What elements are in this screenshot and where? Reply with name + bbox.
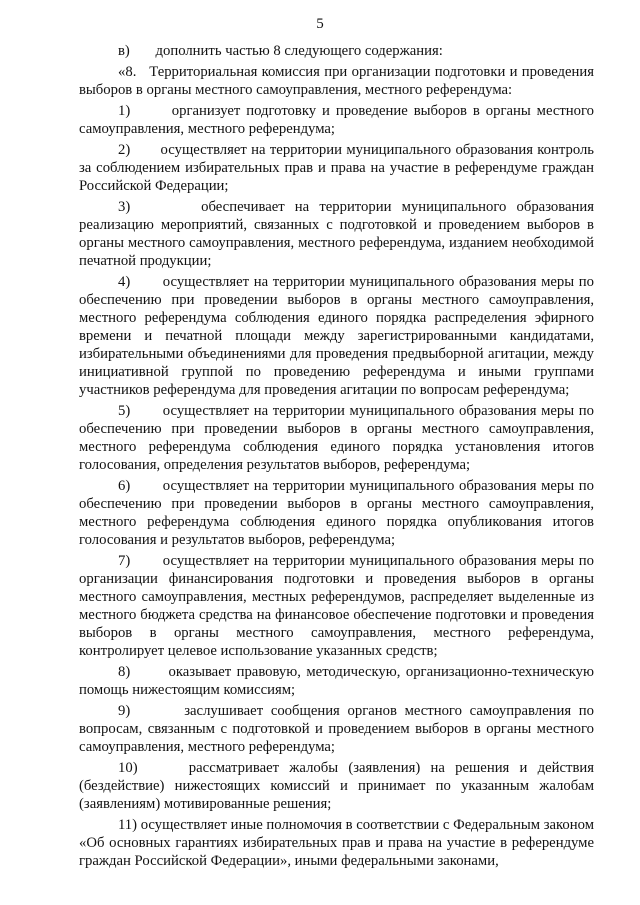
paragraph: 9) заслушивает сообщения органов местного самоуправления по вопросам, связанным с подготовкой и проведением выборов в органы местного самоуправления, местного референдума; [79, 703, 594, 755]
paragraph: 3) обеспечивает на территории муниципального образования реализацию мероприятий, связанных с подготовкой и проведением выборов в органы местного самоуправления, местного референдума, изданием необходимой печатной продукции; [79, 199, 594, 269]
paragraph: 4) осуществляет на территории муниципального образования меры по обеспечению при проведении выборов в органы местного самоуправления, местного референдума соблюдения единого порядка распределения эфирного времени и печатной площади между зарегистрированными кандидатами, избирательными объединениями для проведения предвыборной агитации, между инициативной группой по проведению референдума и иными группами участников референдума для проведения агитации по вопросам референдума; [79, 274, 594, 398]
paragraph: 8) оказывает правовую, методическую, организационно-техническую помощь нижестоящим комиссиям; [79, 664, 594, 698]
paragraph: 10) рассматривает жалобы (заявления) на решения и действия (бездействие) нижестоящих комиссий и принимает по указанным жалобам (заявлениям) мотивированные решения; [79, 760, 594, 812]
paragraph: 7) осуществляет на территории муниципального образования меры по организации финансирования подготовки и проведения выборов в органы местного самоуправления, местных референдумов, распределяет выделенные из местного бюджета средства на финансовое обеспечение подготовки и проведения выборов в органы местного самоуправления, местного референдума, контролирует целевое использование указанных средств; [79, 553, 594, 659]
paragraph: 6) осуществляет на территории муниципального образования меры по обеспечению при проведении выборов в органы местного самоуправления, местного референдума соблюдения единого порядка опубликования итогов голосования и результатов выборов, референдума; [79, 478, 594, 548]
paragraph: 1) организует подготовку и проведение выборов в органы местного самоуправления, местного референдума; [79, 103, 594, 137]
paragraph: в) дополнить частью 8 следующего содержания: [118, 43, 443, 59]
document-body [79, 42, 594, 873]
paragraph: 11) осуществляет иные полномочия в соответствии с Федеральным законом «Об основных гарантиях избирательных прав и права на участие в референдуме граждан Российской Федерации», иными федеральными законами, [79, 817, 594, 869]
paragraph: «8. Территориальная комиссия при организации подготовки и проведения выборов в органы местного самоуправления, местного референдума: [79, 64, 594, 98]
page-number: 5 [316, 16, 324, 32]
paragraph: 5) осуществляет на территории муниципального образования меры по обеспечению при проведении выборов в органы местного самоуправления, местного референдума соблюдения единого порядка установления итогов голосования, определения результатов выборов, референдума; [79, 403, 594, 473]
paragraph: 2) осуществляет на территории муниципального образования контроль за соблюдением избирательных прав и права на участие в референдуме граждан Российской Федерации; [79, 142, 594, 194]
